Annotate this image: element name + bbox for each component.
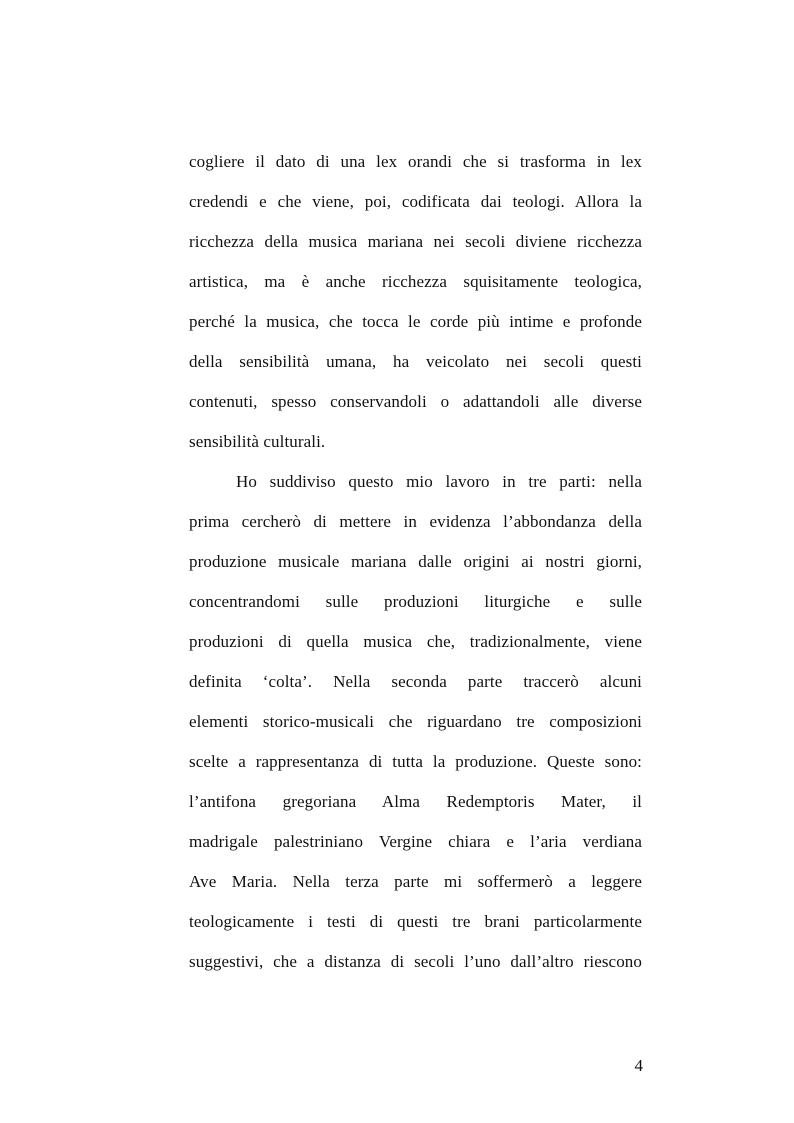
- text-line: della sensibilità umana, ha veicolato nei secoli questi: [189, 352, 642, 371]
- text-line: credendi e che viene, poi, codificata dai teologi. Allora la: [189, 192, 642, 211]
- text-line: cogliere il dato di una lex orandi che si trasforma in lex: [189, 152, 642, 171]
- body-text: [189, 146, 642, 986]
- text-line-indented: Ho suddiviso questo mio lavoro in tre parti: nella: [236, 472, 642, 491]
- text-line: artistica, ma è anche ricchezza squisitamente teologica,: [189, 272, 642, 291]
- text-line: Ave Maria. Nella terza parte mi soffermerò a leggere: [189, 872, 642, 891]
- page-number: 4: [634, 1056, 643, 1075]
- text-line: contenuti, spesso conservandoli o adattandoli alle diverse: [189, 392, 642, 411]
- text-line: ricchezza della musica mariana nei secoli diviene ricchezza: [189, 232, 642, 251]
- text-line: definita ‘colta’. Nella seconda parte traccerò alcuni: [189, 672, 642, 691]
- text-line: sensibilità culturali.: [189, 432, 326, 451]
- text-line: suggestivi, che a distanza di secoli l’uno dall’altro riescono: [189, 952, 642, 971]
- text-line: perché la musica, che tocca le corde più intime e profonde: [189, 312, 642, 331]
- text-line: madrigale palestriniano Vergine chiara e l’aria verdiana: [189, 832, 642, 851]
- text-line: elementi storico-musicali che riguardano tre composizioni: [189, 712, 642, 731]
- text-line: scelte a rappresentanza di tutta la produzione. Queste sono:: [189, 752, 642, 771]
- text-line: l’antifona gregoriana Alma Redemptoris Mater, il: [189, 792, 642, 811]
- text-line: produzione musicale mariana dalle origini ai nostri giorni,: [189, 552, 642, 571]
- text-line: concentrandomi sulle produzioni liturgiche e sulle: [189, 592, 642, 611]
- text-line: teologicamente i testi di questi tre brani particolarmente: [189, 912, 642, 931]
- text-line: produzioni di quella musica che, tradizionalmente, viene: [189, 632, 642, 651]
- text-line: prima cercherò di mettere in evidenza l’abbondanza della: [189, 512, 642, 531]
